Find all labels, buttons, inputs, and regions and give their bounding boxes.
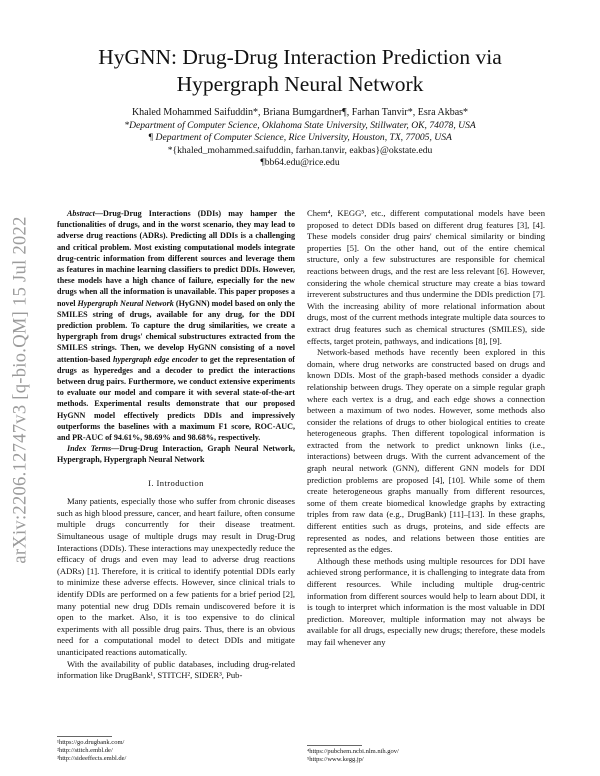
title-line-1: HyGNN: Drug-Drug Interaction Prediction via [98,45,502,69]
arxiv-stamp-text: arXiv:2206.12747v3 [q-bio.QM] 15 Jul 2022 [10,216,31,564]
affiliation-osu: *Department of Computer Science, Oklahoma State University, Stillwater, OK, 74078, USA [124,119,476,131]
intro-paragraph-2: With the availability of public databases, including drug-related information like DrugBank¹, STITCH², SIDER³, Pub- [57,658,295,681]
email-rice: ¶bb64.edu@rice.edu [260,157,340,169]
paper-title [0,44,600,98]
title-line-2: Hypergraph Neural Network [176,72,424,96]
footnote-1: ¹https://go.drugbank.com/ [57,739,125,746]
right-paragraph-3: Although these methods using multiple resources for DDI have achieved strong performance, it is challenging to integrate data from different resources. While including multiple drug-centric information from different sources would help to learn about DDI, it is tough to interpret which information is the most valuable in DDI prediction. Moreover, multiple information may not always be available for all drugs, especially new drugs; therefore, these models may fail whenever any [307,555,545,647]
intro-paragraph-1: Many patients, especially those who suffer from chronic diseases such as high blood pressure, cancer, and heart failure, often consume multiple drugs concurrently for their disease treatment. Simultaneous usage of multiple drugs may result in Drug-Drug Interactions (DDIs). These interactions may unexpectedly reduce the efficacy of drugs and even may lead to adverse drug reactions (ADRs) [1]. Therefore, it is critical to identify potential DDIs early to minimize these adverse effects. However, since clinical trials to identify DDIs are performed on a few patients for a brief period [2], many potential new drug DDIs remain undiscovered before it is open to the market. Also, it is too expensive to do clinical experiments with all possible drug pairs. Thus, there is an obvious need for a computational model to detect DDIs and mitigate unanticipated reactions automatically. [57,496,295,657]
arxiv-stamp [6,190,36,590]
footnote-rule-left [57,736,112,737]
section-heading-introduction: I. Introduction [148,477,204,488]
footnotes-right [307,748,399,764]
abstract: Abstract—Drug-Drug Interactions (DDIs) may hamper the functionalities of drugs, and in the worst scenario, they may lead to adverse drug reactions (ADRs). Predicting all DDIs is a challenging and critical problem. Most existing computational models integrate drug-centric information from different sources and leverage them as features in machine learning classifiers to predict DDIs. However, these models have a high chance of failure, especially for the new drugs when all the information is unavailable. This paper proposes a novel Hypergraph Neural Network (HyGNN) model based on only the SMILES string of drugs, available for any drug, for the DDI prediction problem. To capture the drug similarities, we create a hypergraph from drugs' chemical substructures extracted from the SMILES strings. Then, we develop HyGNN consisting of a novel attention-based hypergraph edge encoder to get the representation of drugs as hyperedges and a decoder to predict the interactions between drug pairs. Furthermore, we conduct extensive experiments to evaluate our model and compare it with several state-of-the-art methods. Experimental results demonstrate that our proposed HyGNN model effectively predicts DDIs and impressively outperforms the baselines with a maximum F1 score, ROC-AUC, and PR-AUC of 94.61%, 98.69% and 98.68%, respectively. [57,209,295,443]
footnote-4: ⁴https://pubchem.ncbi.nlm.nih.gov/ [307,748,399,755]
footnote-3: ³http://sideeffects.embl.de/ [57,755,127,763]
email-osu: *{khaled_mohammed.saifuddin, farhan.tanvir, eakbas}@okstate.edu [167,144,433,156]
author-names: Khaled Mohammed Saifuddin*, Briana Bumgardner¶, Farhan Tanvir*, Esra Akbas* [131,107,469,118]
footnotes-left [57,739,126,764]
footnote-5: ⁵https://www.kegg.jp/ [307,756,364,764]
author-block [0,107,600,170]
index-terms: Index Terms—Drug-Drug Interaction, Graph Neural Network, Hypergraph, Hypergraph Neural Network [57,444,295,465]
right-paragraph-2: Network-based methods have recently been explored in this domain, where drug networks are constructed based on drugs and known DDIs. Most of the graph-based methods consider a dyadic relationship between drugs. They operate on a simple regular graph where each vertex is a drug, and each edge shows a connection between a maximum of two nodes. However, some methods also consider the relations of drugs to other biological entities to create heterogeneous graphs. Then different topological information is extracted from the network to predict unknown links (i.e., interactions) between drugs. With the current advancement of the graph neural network (GNN), different GNN models for DDI prediction problems are proposed [4], [10]. While some of them create heterogeneous graphs manually from different resources, some of them create biomedical knowledge graphs by extracting triples from raw data (e.g., DrugBank) [11]–[13]. In these graphs, different entities such as drugs, proteins, and side effects are represented as nodes, and relations between those entities are represented as the edges. [307,347,545,555]
right-column [307,208,545,649]
left-column [57,208,295,682]
right-paragraph-1: Chem⁴, KEGG⁵, etc., different computational models have been proposed to detect DDIs based on different drug features [3], [4]. These models consider drug pairs' chemical similarity or binding properties [5]. On the other hand, out of the entire chemical structure, only a few substructures are responsible for chemical reactions between drugs, and the rest are less relevant [6]. However, considering the whole chemical structure may create a bias toward irreverent substructures and thus undermine the DDIs prediction [7]. With the increasing ability of more relational information about drugs, most of the current methods integrate multiple data sources to extract drug features such as chemical structures (SMILES), side effects, target protein, pathways, and indications [8], [9]. [307,208,545,346]
index-terms-label: Index Terms [67,444,112,454]
footnote-2: ²http://stitch.embl.de/ [57,747,113,755]
footnote-rule-right [307,745,362,746]
affiliation-rice: ¶ Department of Computer Science, Rice University, Houston, TX, 77005, USA [148,132,452,144]
abstract-label: Abstract [67,209,95,218]
